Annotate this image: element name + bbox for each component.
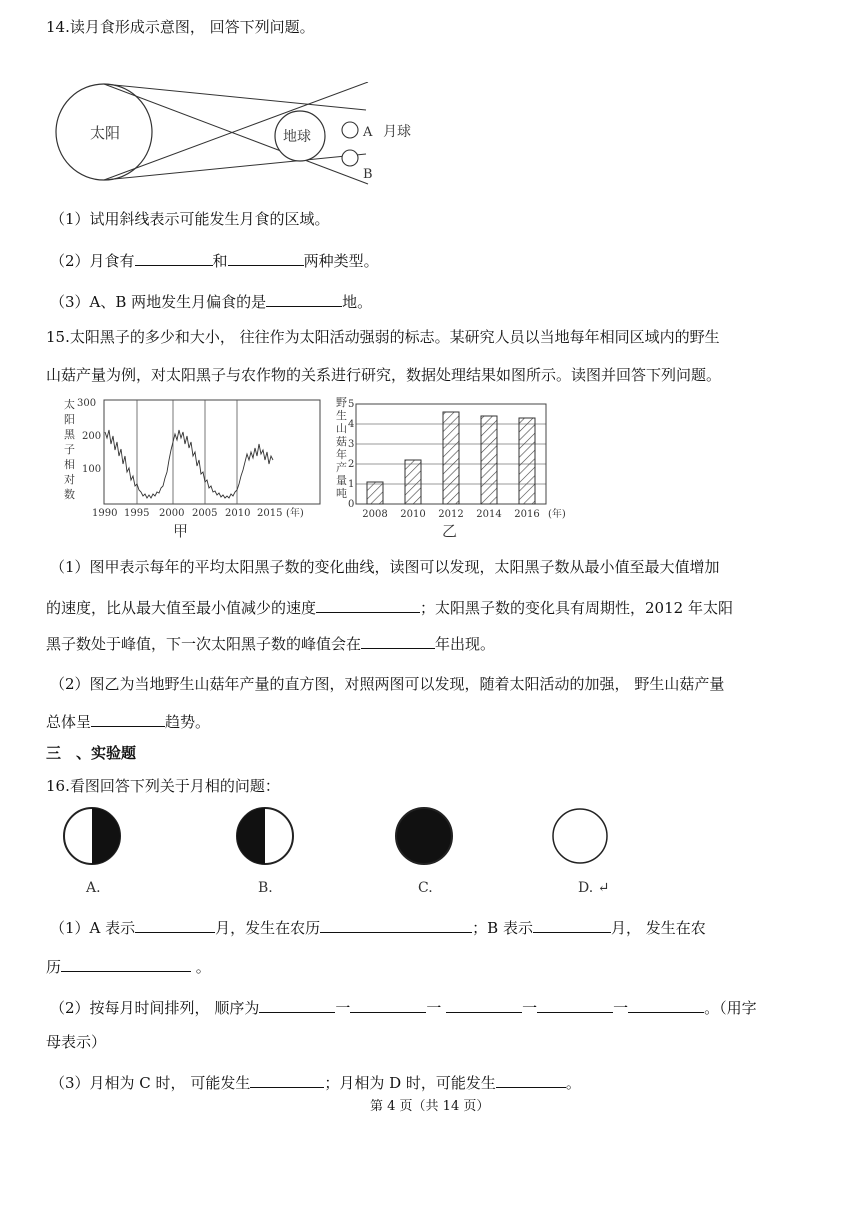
jia-xunit: (年) — [286, 508, 304, 519]
q14-sub3: （3）A、B 两地发生月偏食的是 地。 — [50, 290, 372, 313]
mushroom-chart-yi — [336, 394, 576, 542]
q14-sub2: （2）月食有 和 两种类型。 — [50, 249, 379, 272]
phase-a-dark — [92, 808, 120, 864]
phase-a — [64, 808, 120, 896]
phase-c-label: C. — [418, 880, 433, 896]
phase-b — [237, 808, 293, 896]
jia-xtick-2000: 2000 — [159, 508, 185, 519]
yi-xtick-2012: 2012 — [438, 509, 464, 520]
yi-bar-2016 — [519, 418, 535, 504]
q15-p2-line2: 总体呈 趋势。 — [46, 710, 210, 733]
jia-caption: 甲 — [173, 522, 189, 540]
umbra-ray-bottom — [104, 154, 366, 180]
q14-sub1: （1）试用斜线表示可能发生月食的区域。 — [50, 210, 330, 228]
yi-xticks — [362, 509, 539, 520]
moon-b-circle — [342, 150, 358, 166]
yi-ylabel-8: 吨 — [336, 487, 347, 500]
jia-xtick-2015: 2015 — [257, 508, 283, 519]
yi-xunit: (年) — [548, 509, 566, 520]
yi-xtick-2016: 2016 — [514, 509, 540, 520]
jia-ylabel-4: 子 — [64, 443, 75, 456]
sunspot-chart-jia — [62, 394, 324, 542]
yi-ylabel-6: 产 — [336, 461, 347, 474]
q15-stem-line2: 山菇产量为例，对太阳黑子与农作物的关系进行研究，数据处理结果如图所示。读图并回答下列问题。 — [46, 366, 722, 384]
yi-ytick-label: 2 — [348, 459, 355, 470]
q16-sub1-line2: 历 。 — [46, 955, 211, 978]
jia-ylabel-6: 对 — [64, 473, 75, 486]
yi-ytick-label: 0 — [348, 499, 355, 510]
jia-ytick-300: 300 — [77, 398, 97, 409]
yi-ytick-label: 5 — [348, 399, 355, 410]
yi-ytick-label: 3 — [348, 439, 355, 450]
q16-sub2-line1: （2）按每月时间排列， 顺序为 一 一 一 一 。（用字 — [50, 996, 757, 1019]
phase-d — [553, 809, 609, 896]
moon-a-label: A — [363, 125, 373, 140]
jia-xtick-1995: 1995 — [124, 508, 150, 519]
phase-d-label: D. ↵ — [578, 880, 610, 896]
q14-stem: 14.读月食形成示意图， 回答下列问题。 — [46, 18, 315, 36]
q16-sub1-line1: （1）A 表示 月，发生在农历 ；B 表示 月， 发生在农 — [50, 916, 706, 939]
phase-b-label: B. — [258, 880, 273, 896]
yi-ytick-label: 1 — [348, 479, 355, 490]
yi-caption: 乙 — [442, 522, 458, 540]
yi-bars — [367, 412, 535, 504]
yi-xtick-2008: 2008 — [362, 509, 388, 520]
yi-bar-2008 — [367, 482, 383, 504]
q15-p1-line2: 的速度，比从最大值至最小值减少的速度 ；太阳黑子数的变化具有周期性，2012 年太阳 — [46, 596, 733, 619]
moon-phases-figure — [54, 806, 634, 902]
yi-ylabel-3: 山 — [336, 422, 347, 435]
lunar-eclipse-diagram — [50, 82, 430, 190]
jia-ytick-200: 200 — [82, 431, 102, 442]
yi-yticks — [348, 399, 354, 510]
q16-sub3: （3）月相为 C 时， 可能发生 ；月相为 D 时，可能发生 。 — [50, 1071, 581, 1094]
earth-label: 地球 — [283, 129, 311, 145]
yi-ylabel-5: 年 — [336, 448, 347, 461]
jia-xtick-2005: 2005 — [192, 508, 218, 519]
yi-ylabel-1: 野 — [336, 396, 347, 409]
yi-xtick-2014: 2014 — [476, 509, 502, 520]
q15-p2-line1: （2）图乙为当地野生山菇年产量的直方图，对照两图可以发现，随着太阳活动的加强， 野生山菇产量 — [50, 675, 725, 693]
yi-bar-2012 — [443, 412, 459, 504]
sunspot-curve — [105, 430, 273, 498]
page-footer: 第 4 页（共 14 页） — [370, 1099, 490, 1114]
jia-ylabel-7: 数 — [64, 488, 75, 501]
phase-c — [396, 808, 452, 896]
yi-bar-2014 — [481, 416, 497, 504]
phase-c-circle — [396, 808, 452, 864]
q15-p1-line3: 黑子数处于峰值，下一次太阳黑子数的峰值会在 年出现。 — [46, 632, 495, 655]
q16-stem: 16.看图回答下列关于月相的问题： — [46, 777, 280, 795]
jia-xtick-1990: 1990 — [92, 508, 118, 519]
sun-label: 太阳 — [90, 124, 121, 142]
section3-heading: 三 、实验题 — [46, 744, 137, 762]
q15-p1-line1: （1）图甲表示每年的平均太阳黑子数的变化曲线，读图可以发现，太阳黑子数从最小值至最大值增加 — [50, 558, 720, 576]
phase-d-circle — [553, 809, 607, 863]
jia-ylabel-3: 黑 — [64, 428, 75, 441]
jia-ylabel-5: 相 — [64, 458, 75, 471]
jia-ylabel-1: 太 — [64, 398, 75, 411]
jia-ylabel-2: 阳 — [64, 413, 75, 426]
yi-ylabel-4: 菇 — [336, 435, 347, 448]
moon-b-label: B — [363, 167, 373, 182]
jia-xtick-2010: 2010 — [225, 508, 251, 519]
phase-b-dark — [237, 808, 265, 864]
yi-xtick-2010: 2010 — [400, 509, 426, 520]
yi-ylabel-7: 量 — [336, 474, 347, 487]
q15-stem-line1: 15.太阳黑子的多少和大小， 往往作为太阳活动强弱的标志。某研究人员以当地每年相同区域内的野生 — [46, 328, 720, 346]
jia-ytick-100: 100 — [82, 464, 102, 475]
yi-ylabel-2: 生 — [336, 409, 347, 422]
moon-a-circle — [342, 122, 358, 138]
phase-a-label: A. — [86, 880, 101, 896]
yi-ytick-label: 4 — [348, 419, 355, 430]
q16-sub2-line2: 母表示） — [46, 1033, 107, 1051]
yi-bar-2010 — [405, 460, 421, 504]
penumbra-ray-top — [104, 84, 368, 184]
moon-label: 月球 — [383, 124, 411, 140]
